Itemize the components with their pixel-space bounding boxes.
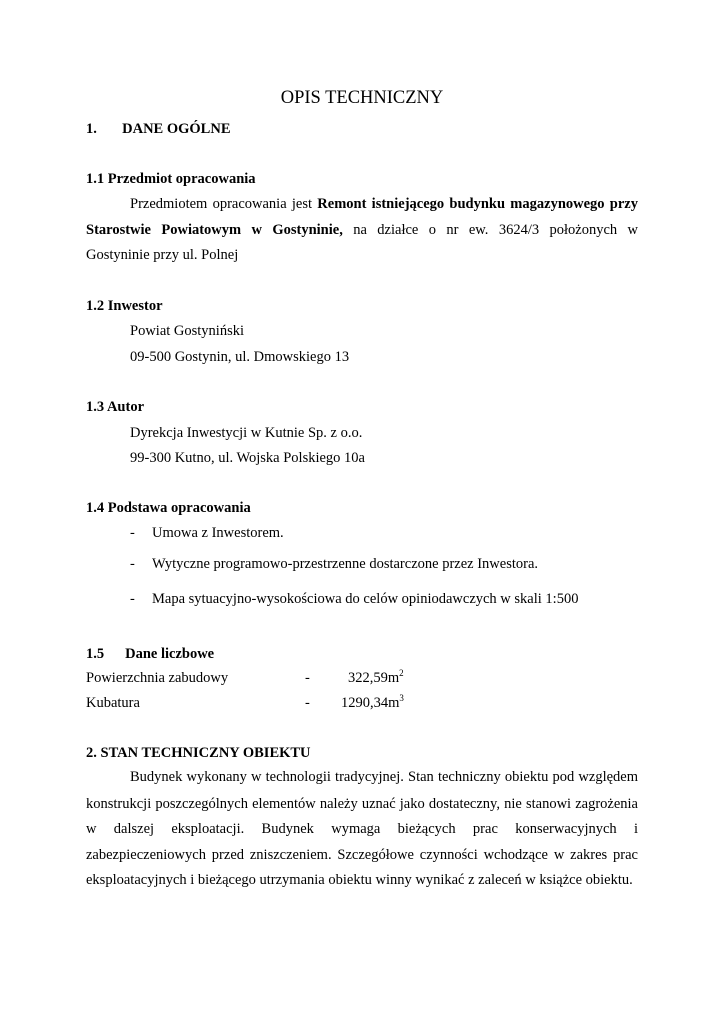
document-title: OPIS TECHNICZNY	[280, 88, 444, 108]
author-address: 99-300 Kutno, ul. Wojska Polskiego 10a	[130, 450, 365, 466]
subject-name-part-2: Starostwie Powiatowym w Gostyninie,	[86, 222, 343, 238]
data-row-label: Powierzchnia zabudowy	[86, 670, 229, 686]
section-2-line-2: konstrukcji poszczególnych elementów należy uznać jako dostateczny, nie stanowi zagrożenia	[86, 796, 638, 812]
data-row-value: $1290,34m^3$	[341, 693, 404, 711]
section-2-line-4: zabezpieczeniowych przed zniszczeniem. Szczegółowe czynności wchodzące w zakres prac	[86, 847, 638, 863]
section-2-line-1: Budynek wykonany w technologii tradycyjnej. Stan techniczny obiektu pod względem	[130, 769, 638, 785]
subsection-1-1-line-1	[86, 196, 638, 213]
basis-list-item	[130, 591, 578, 608]
data-row-separator: -	[305, 670, 310, 686]
section-2-line-5: eksploatacyjnych i bieżącego utrzymania obiektu winny wynikać z zaleceń w książce obiektu.	[86, 872, 633, 888]
investor-address: 09-500 Gostynin, ul. Dmowskiego 13	[130, 349, 350, 365]
subsection-1-5-heading	[86, 646, 214, 663]
subsection-1-3-heading: 1.3 Autor	[86, 399, 144, 415]
section-1-title: DANE OGÓLNE	[122, 121, 231, 137]
subject-location-text: na działce o nr ew. 3624/3 położonych w	[342, 222, 638, 238]
subsection-1-2-heading: 1.2 Inwestor	[86, 298, 163, 314]
investor-name: Powiat Gostyniński	[130, 323, 244, 339]
subject-intro-text: Przedmiotem opracowania jest	[130, 196, 318, 212]
list-item-text: Umowa z Inwestorem.	[152, 525, 284, 541]
basis-list-item	[130, 556, 538, 573]
subsection-1-5-number: 1.5	[86, 646, 105, 662]
subject-name-part-1: Remont istniejącego budynku magazynowego przy	[317, 196, 638, 212]
list-dash: -	[130, 591, 135, 607]
subsection-1-1-line-3: Gostyninie przy ul. Polnej	[86, 247, 239, 263]
data-row-separator: -	[305, 695, 310, 711]
subsection-1-4-heading: 1.4 Podstawa opracowania	[86, 500, 251, 516]
subsection-1-1-heading: 1.1 Przedmiot opracowania	[86, 171, 256, 187]
data-row-value: $322,59m^2$	[348, 668, 404, 686]
subsection-1-1-line-2	[86, 222, 638, 239]
list-dash: -	[130, 525, 135, 541]
basis-list-item	[130, 525, 284, 542]
section-1-heading	[86, 121, 231, 138]
subsection-1-5-title: Dane liczbowe	[125, 646, 215, 662]
list-item-text: Wytyczne programowo-przestrzenne dostarczone przez Inwestora.	[152, 556, 539, 572]
section-2-heading: 2. STAN TECHNICZNY OBIEKTU	[86, 745, 311, 761]
author-name: Dyrekcja Inwestycji w Kutnie Sp. z o.o.	[130, 425, 363, 441]
section-2-line-3: w dalszej eksploatacji. Budynek wymaga bieżących prac konserwacyjnych i	[86, 821, 638, 837]
list-dash: -	[130, 556, 135, 572]
list-item-text: Mapa sytuacyjno-wysokościowa do celów opiniodawczych w skali 1:500	[152, 591, 579, 607]
data-row-label: Kubatura	[86, 695, 140, 711]
section-1-number: 1.	[86, 121, 97, 137]
